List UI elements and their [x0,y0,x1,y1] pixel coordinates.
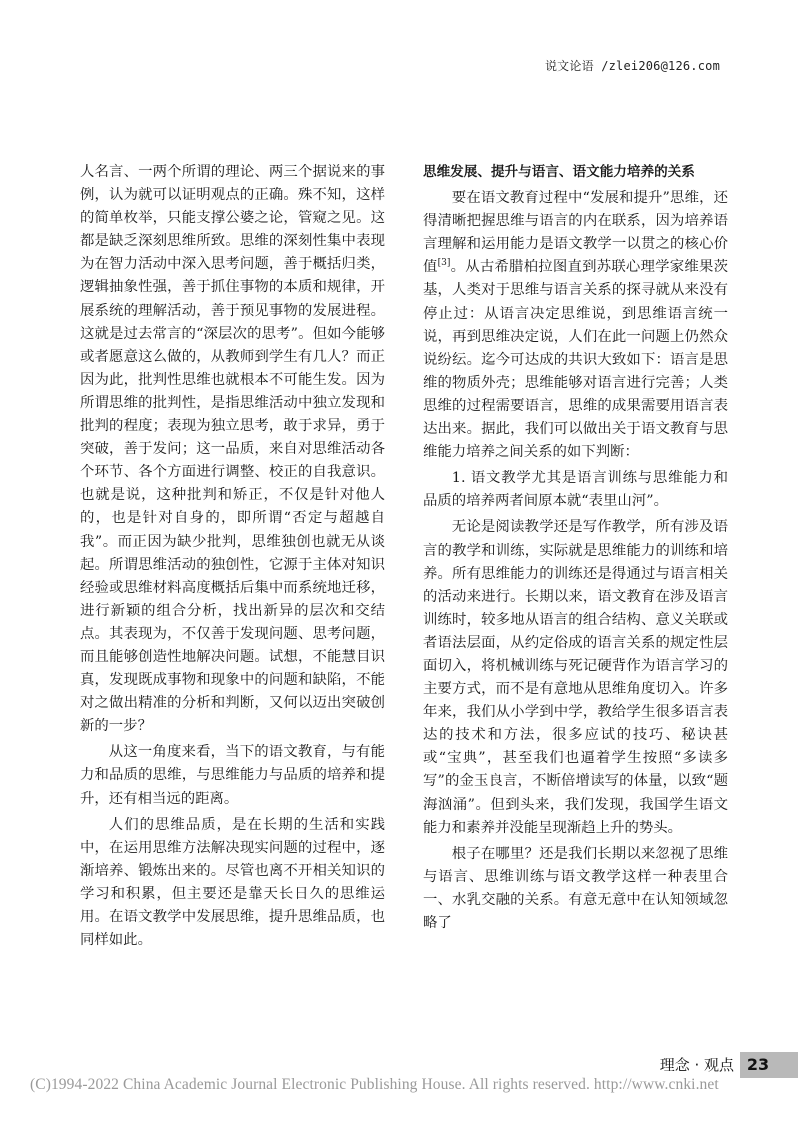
paragraph: 无论是阅读教学还是写作教学，所有涉及语言的教学和训练，实际就是思维能力的训练和培养。所有思维能力的训练还是得通过与语言相关的活动来进行。长期以来，语文教育在涉及语言训练时，较多地从语言的组合结构、意义关联或者语法层面，从约定俗成的语言关系的规定性层面切入，将机械训练与死记硬背作为语言学习的主要方式，而不是有意地从思维角度切入。许多年来，我们从小学到中学，教给学生很多语言表达的技术和方法，很多应试的技巧、秘诀甚或“宝典”，甚至我们也逼着学生按照“多读多写”的金玉良言，不断倍增读写的体量，以致“题海汹涌”。但到头来，我们发现，我国学生语文能力和素养并没能呈现渐趋上升的势头。 [423,519,728,836]
paragraph-text: 。从古希腊柏拉图直到苏联心理学家维果茨基，人类对于思维与语言关系的探寻就从来没有停止过：从语言决定思维说，到思维语言统一说，再到思维决定说，人们在此一问题上仍然众说纷纭。迄今可达成的共识大致如下：语言是思维的物质外壳；思维能够对语言进行完善；人类思维的过程需要语言，思维的成果需要用语言表达出来。据此，我们可以做出关于语文教育与思维能力培养之间关系的如下判断： [423,259,728,461]
section-heading: 思维发展、提升与语言、语文能力培养的关系 [423,164,695,180]
numbered-judgment: 1. 语文教学尤其是语言训练与思维能力和品质的培养两者间原本就“表里山河”。 [423,470,728,510]
paragraph: 从这一角度来看，当下的语文教育，与有能力和品质的思维，与思维能力与品质的培养和提升，还有相当远的距离。 [80,744,385,807]
journal-contact-header: 说文论语 /zlei206@126.com [544,59,720,73]
paragraph-text: 要在语文教育过程中“发展和提升”思维，还得清晰把握思维与语言的内在联系，因为培养语言理解和运用能力是语文教学一以贯之的核心价值 [423,190,728,276]
copyright-watermark: (C)1994-2022 China Academic Journal Electronic Publishing House. All rights reserved. http://www.cnki.net [30,1076,719,1093]
paragraph: 根子在哪里？还是我们长期以来忽视了思维与语言、思维训练与语文教学这样一种表里合一、水乳交融的关系。有意无意中在认知领域忽略了 [423,845,728,931]
paragraph [423,187,728,464]
right-column [423,161,728,935]
left-column [80,161,385,952]
footer-section-label: 理念 · 观点 [659,1056,734,1074]
paragraph: 人名言、一两个所谓的理论、两三个据说来的事例，认为就可以证明观点的正确。殊不知，这样的简单枚举，只能支撑公婆之论，管窥之见。这都是缺乏深刻思维所致。思维的深刻性集中表现为在智力活动中深入思考问题，善于概括归类，逻辑抽象性强，善于抓住事物的本质和规律，开展系统的理解活动，善于预见事物的发展进程。这就是过去常言的“深层次的思考”。但如今能够或者愿意这么做的，从教师到学生有几人？而正因为此，批判性思维也就根本不可能生发。因为所谓思维的批判性，是指思维活动中独立发现和批判的程度；表现为独立思考，敢于求异，勇于突破，善于发问；这一品质，来自对思维活动各个环节、各个方面进行调整、校正的自我意识。也就是说，这种批判和矫正，不仅是针对他人的，也是针对自身的，即所谓“否定与超越自我”。而正因为缺少批判，思维独创也就无从谈起。所谓思维活动的独创性，它源于主体对知识经验或思维材料高度概括后集中而系统地迁移，进行新颖的组合分析，找出新异的层次和交结点。其表现为，不仅善于发现问题、思考问题，而且能够创造性地解决问题。试想，不能慧目识真，发现既成事物和现象中的问题和缺陷，不能对之做出精准的分析和判断，又何以迈出突破创新的一步？ [80,164,385,735]
paragraph: 人们的思维品质，是在长期的生活和实践中，在运用思维方法解决现实问题的过程中，逐渐培养、锻炼出来的。尽管也离不开相关知识的学习和积累，但主要还是靠天长日久的思维运用。在语文教学中发展思维，提升思维品质，也同样如此。 [80,816,385,949]
reference-marker: [3] [437,258,451,269]
page-number: 23 [746,1055,770,1074]
